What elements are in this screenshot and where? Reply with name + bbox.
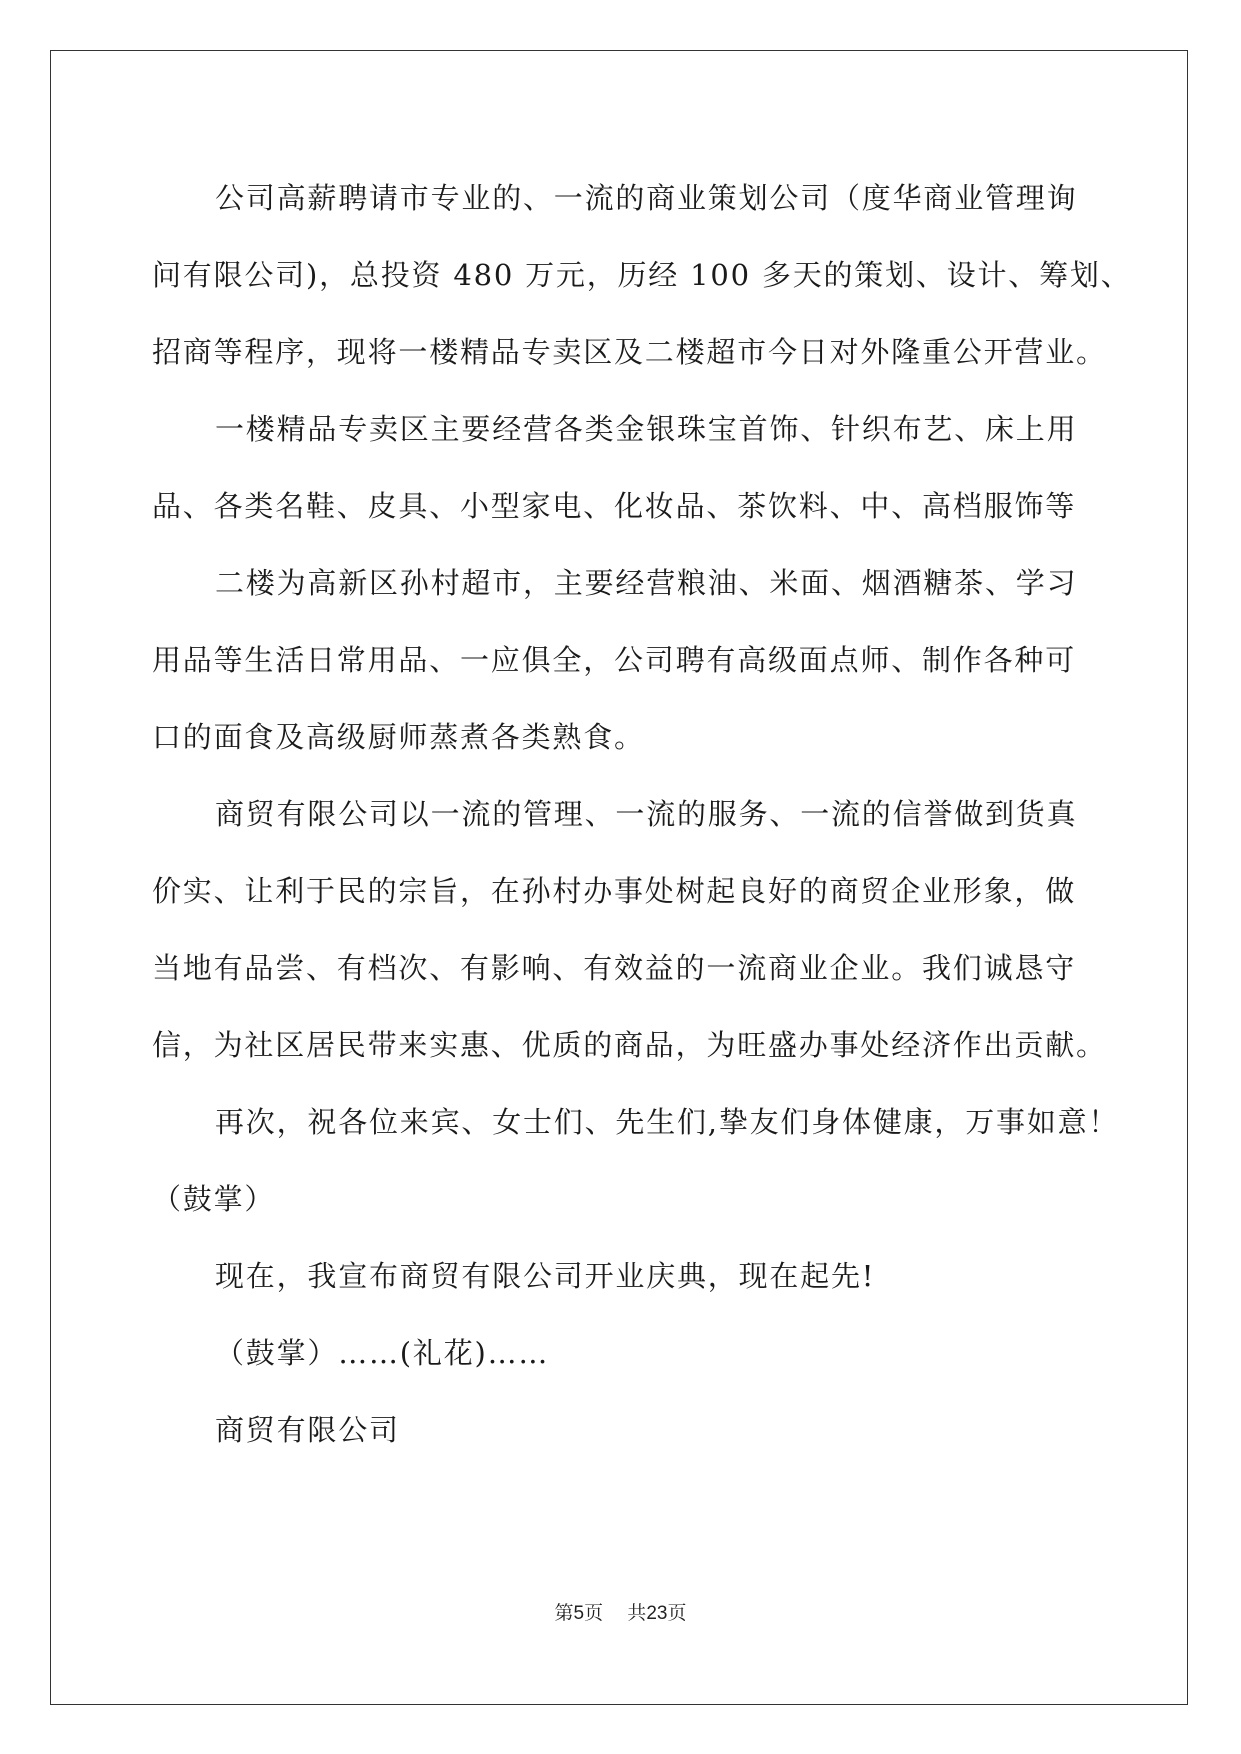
total-suffix: 页: [667, 1602, 687, 1624]
text-line: （鼓掌）: [152, 1182, 276, 1216]
text-line: （鼓掌）……(礼花)……: [215, 1336, 550, 1370]
total-pages: 23: [646, 1603, 668, 1624]
page-prefix: 第: [554, 1602, 574, 1624]
page-suffix: 页: [584, 1602, 604, 1624]
text-line: 用品等生活日常用品、一应俱全，公司聘有高级面点师、制作各种可: [152, 643, 1077, 677]
text-line: 一楼精品专卖区主要经营各类金银珠宝首饰、针织布艺、床上用: [215, 412, 1078, 446]
text-line: 当地有品尝、有档次、有影响、有效益的一流商业企业。我们诚恳守: [152, 951, 1077, 985]
page-number: 5: [573, 1603, 585, 1624]
text-line: 问有限公司)，总投资 480 万元，历经 100 多天的策划、设计、筹划、: [152, 258, 1132, 292]
text-line: 再次，祝各位来宾、女士们、先生们,挚友们身体健康，万事如意！: [215, 1105, 1120, 1139]
page-footer: [0, 1598, 1241, 1625]
text-line: 招商等程序，现将一楼精品专卖区及二楼超市今日对外隆重公开营业。: [152, 335, 1107, 369]
text-line: 商贸有限公司以一流的管理、一流的服务、一流的信誉做到货真: [215, 797, 1078, 831]
text-line: 信，为社区居民带来实惠、优质的商品，为旺盛办事处经济作出贡献。: [152, 1028, 1107, 1062]
text-line: 公司高薪聘请市专业的、一流的商业策划公司（度华商业管理询: [215, 181, 1078, 215]
document-body: [152, 160, 1132, 1469]
text-line: 品、各类名鞋、皮具、小型家电、化妆品、茶饮料、中、高档服饰等: [152, 489, 1077, 523]
text-line: 现在，我宣布商贸有限公司开业庆典，现在起先!: [215, 1259, 876, 1293]
text-line: 二楼为高新区孙村超市，主要经营粮油、米面、烟酒糖茶、学习: [215, 566, 1078, 600]
text-line: 口的面食及高级厨师蒸煮各类熟食。: [152, 720, 645, 754]
total-prefix: 共: [627, 1602, 647, 1624]
text-line: 价实、让利于民的宗旨，在孙村办事处树起良好的商贸企业形象，做: [152, 874, 1077, 908]
signature-line: 商贸有限公司: [215, 1413, 400, 1447]
